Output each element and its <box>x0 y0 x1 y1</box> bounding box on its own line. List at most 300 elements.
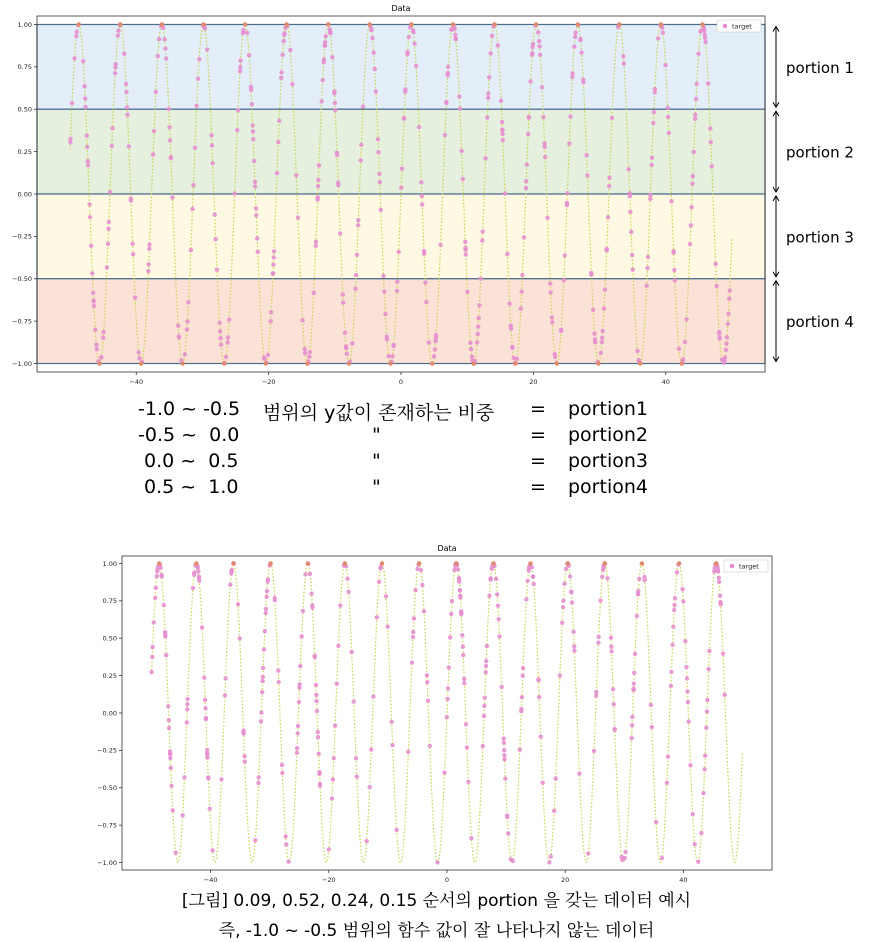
data-point <box>480 229 484 233</box>
data-point <box>703 40 707 44</box>
data-point <box>261 666 265 670</box>
data-point <box>194 561 198 565</box>
data-point <box>540 780 544 784</box>
data-point <box>300 318 304 322</box>
data-point <box>378 180 382 184</box>
data-point <box>400 166 404 170</box>
data-point <box>265 589 269 593</box>
data-point <box>186 300 190 304</box>
data-point <box>353 286 357 290</box>
data-point <box>364 839 368 843</box>
data-point <box>116 29 120 33</box>
data-point <box>576 22 580 26</box>
data-point <box>673 278 677 282</box>
data-point <box>190 207 194 211</box>
y-tick-label: −1.00 <box>12 359 32 368</box>
x-tick-label: 40 <box>679 876 688 884</box>
ditto-mark: " <box>372 424 381 446</box>
data-point <box>605 247 609 251</box>
data-point <box>149 670 153 674</box>
data-point <box>509 326 513 330</box>
data-point <box>475 340 479 344</box>
bottom-chart-svg <box>0 538 873 884</box>
data-point <box>276 680 280 684</box>
data-point <box>316 178 320 182</box>
data-point <box>465 290 469 294</box>
data-point <box>432 354 436 358</box>
data-point <box>264 595 268 599</box>
data-point <box>176 324 180 328</box>
data-point <box>162 603 166 607</box>
data-point <box>485 644 489 648</box>
data-point <box>671 250 675 254</box>
data-point <box>705 698 709 702</box>
data-point <box>623 850 627 854</box>
data-point <box>301 609 305 613</box>
legend-label: target <box>739 562 759 571</box>
data-point <box>476 332 480 336</box>
data-point <box>151 152 155 156</box>
data-point <box>308 572 312 576</box>
data-point <box>688 242 692 246</box>
data-point <box>352 699 356 703</box>
data-point <box>81 59 85 63</box>
data-point <box>163 634 167 638</box>
portion-annotation: portion 4 <box>786 313 854 332</box>
data-point <box>500 132 504 136</box>
data-point <box>469 347 473 351</box>
data-point <box>572 44 576 48</box>
data-point <box>600 340 604 344</box>
data-point <box>672 603 676 607</box>
data-point <box>692 150 696 154</box>
data-point <box>328 30 332 34</box>
data-point <box>724 348 728 352</box>
data-point <box>612 702 616 706</box>
data-point <box>209 133 213 137</box>
data-point <box>70 101 74 105</box>
data-point <box>236 602 240 606</box>
data-point <box>631 688 635 692</box>
data-point <box>343 331 347 335</box>
data-point <box>182 775 186 779</box>
data-point <box>677 347 681 351</box>
data-point <box>333 108 337 112</box>
data-point <box>251 137 255 141</box>
data-point <box>420 194 424 198</box>
data-point <box>673 596 677 600</box>
data-point <box>503 777 507 781</box>
data-point <box>538 52 542 56</box>
data-point <box>500 120 504 124</box>
data-point <box>502 748 506 752</box>
data-point <box>125 105 129 109</box>
data-point <box>288 48 292 52</box>
data-point <box>520 695 524 699</box>
data-point <box>223 676 227 680</box>
data-point <box>600 336 604 340</box>
data-point <box>693 113 697 117</box>
data-point <box>605 576 609 580</box>
data-point <box>683 340 687 344</box>
data-point <box>596 640 600 644</box>
data-point <box>479 277 483 281</box>
data-point <box>252 159 256 163</box>
data-point <box>277 119 281 123</box>
data-point <box>185 327 189 331</box>
data-point <box>427 340 431 344</box>
data-point <box>524 597 528 601</box>
data-point <box>414 64 418 68</box>
data-point <box>573 35 577 39</box>
data-point <box>168 138 172 142</box>
portion-annotation: portion 1 <box>786 58 854 77</box>
data-point <box>448 635 452 639</box>
bottom-chart <box>0 538 873 884</box>
data-point <box>238 69 242 73</box>
data-point <box>273 598 277 602</box>
data-point <box>721 651 725 655</box>
data-point <box>82 84 86 88</box>
data-point <box>122 52 126 56</box>
data-point <box>635 614 639 618</box>
data-point <box>147 242 151 246</box>
data-point <box>410 660 414 664</box>
data-point <box>497 634 501 638</box>
data-point <box>717 336 721 340</box>
data-point <box>411 630 415 634</box>
data-point <box>280 53 284 57</box>
data-point <box>701 791 705 795</box>
data-point <box>458 594 462 598</box>
data-point <box>660 856 664 860</box>
data-point <box>359 158 363 162</box>
y-tick-label: 0.00 <box>17 190 32 199</box>
data-point <box>502 757 506 761</box>
data-point <box>426 699 430 703</box>
x-tick-label: −20 <box>321 876 336 884</box>
equals-sign: = <box>530 424 546 446</box>
data-point <box>543 155 547 159</box>
data-point <box>584 153 588 157</box>
data-point <box>384 594 388 598</box>
data-point <box>185 319 189 323</box>
data-point <box>631 267 635 271</box>
data-point <box>205 47 209 51</box>
data-point <box>354 756 358 760</box>
equals-sign: = <box>530 476 546 498</box>
data-point <box>397 250 401 254</box>
equals-sign: = <box>530 398 546 420</box>
data-point <box>315 709 319 713</box>
data-point <box>382 289 386 293</box>
data-point <box>445 715 449 719</box>
y-tick-label: 0.75 <box>17 63 32 72</box>
data-point <box>630 253 634 257</box>
data-point <box>447 665 451 669</box>
data-point <box>717 576 721 580</box>
data-point <box>136 350 140 354</box>
data-point <box>279 70 283 74</box>
data-point <box>412 616 416 620</box>
data-point <box>133 295 137 299</box>
data-point <box>257 775 261 779</box>
data-point <box>316 184 320 188</box>
data-point <box>355 774 359 778</box>
data-point <box>659 22 663 26</box>
y-tick-label: 0.50 <box>17 105 32 114</box>
data-point <box>627 191 631 195</box>
y-tick-label: 1.00 <box>17 20 32 29</box>
data-point <box>411 30 415 34</box>
chart-title: Data <box>391 4 411 13</box>
data-point <box>679 361 683 365</box>
data-point <box>502 741 506 745</box>
data-point <box>113 65 117 69</box>
data-point <box>561 599 565 603</box>
data-point <box>185 720 189 724</box>
data-point <box>330 55 334 59</box>
data-point <box>106 227 110 231</box>
data-point <box>709 140 713 144</box>
data-point <box>727 288 731 292</box>
data-point <box>338 603 342 607</box>
data-point <box>484 659 488 663</box>
data-point <box>578 38 582 42</box>
data-point <box>266 353 270 357</box>
data-point <box>197 57 201 61</box>
data-point <box>581 77 585 81</box>
data-point <box>154 90 158 94</box>
data-point <box>376 137 380 141</box>
y-tick-label: 0.25 <box>102 671 117 680</box>
data-point <box>685 689 689 693</box>
data-point <box>208 807 212 811</box>
data-point <box>565 191 569 195</box>
data-point <box>68 140 72 144</box>
data-point <box>124 82 128 86</box>
data-point <box>677 561 681 565</box>
data-point <box>685 676 689 680</box>
data-point <box>525 162 529 166</box>
data-point <box>268 319 272 323</box>
data-point <box>127 144 131 148</box>
y-tick-label: −0.25 <box>97 746 117 755</box>
data-point <box>99 355 103 359</box>
data-point <box>355 253 359 257</box>
y-tick-label: −0.50 <box>12 275 32 284</box>
data-point <box>596 361 600 365</box>
data-point <box>553 352 557 356</box>
data-point <box>485 115 489 119</box>
data-point <box>332 91 336 95</box>
definition-row <box>0 424 873 450</box>
data-point <box>281 39 285 43</box>
data-point <box>266 579 270 583</box>
data-point <box>232 191 236 195</box>
data-point <box>215 267 219 271</box>
data-point <box>238 58 242 62</box>
data-point <box>460 633 464 637</box>
data-point <box>519 289 523 293</box>
data-point <box>586 851 590 855</box>
data-point <box>306 561 310 565</box>
data-point <box>463 240 467 244</box>
data-point <box>157 37 161 41</box>
data-point <box>649 703 653 707</box>
data-point <box>610 116 614 120</box>
data-point <box>253 180 257 184</box>
data-point <box>262 356 266 360</box>
data-point <box>256 781 260 785</box>
y-tick-label: −0.50 <box>97 784 117 793</box>
data-point <box>454 561 458 565</box>
data-point <box>477 316 481 320</box>
data-point <box>496 43 500 47</box>
data-point <box>600 575 604 579</box>
data-point <box>303 572 307 576</box>
data-point <box>649 163 653 167</box>
data-point <box>377 172 381 176</box>
data-point <box>407 35 411 39</box>
data-point <box>552 809 556 813</box>
portion-annotation: portion 3 <box>786 228 854 247</box>
data-point <box>484 664 488 668</box>
data-point <box>254 206 258 210</box>
definition-row <box>0 450 873 476</box>
data-point <box>548 281 552 285</box>
data-point <box>603 561 607 565</box>
data-point <box>310 603 314 607</box>
data-point <box>528 561 532 565</box>
data-point <box>373 67 377 71</box>
data-point <box>461 177 465 181</box>
data-point <box>238 636 242 640</box>
range-text: 0.5 ~ 1.0 <box>138 476 239 498</box>
data-point <box>545 216 549 220</box>
data-point <box>519 709 523 713</box>
data-point <box>667 131 671 135</box>
portion-band <box>37 24 765 109</box>
data-point <box>536 677 540 681</box>
data-point <box>314 693 318 697</box>
data-point <box>627 167 631 171</box>
data-point <box>531 575 535 579</box>
data-point <box>696 859 700 863</box>
data-point <box>591 308 595 312</box>
figure-caption-line2: 즉, -1.0 ~ -0.5 범위의 함수 값이 잘 나타나지 않는 데이터 <box>218 921 655 941</box>
data-point <box>688 763 692 767</box>
data-point <box>477 303 481 307</box>
data-point <box>593 337 597 341</box>
data-point <box>218 336 222 340</box>
data-point <box>314 683 318 687</box>
data-point <box>203 698 207 702</box>
data-point <box>86 163 90 167</box>
data-point <box>613 727 617 731</box>
data-point <box>152 129 156 133</box>
data-point <box>638 361 642 365</box>
data-point <box>531 582 535 586</box>
data-point <box>309 591 313 595</box>
data-point <box>472 361 476 365</box>
data-point <box>425 680 429 684</box>
data-point <box>242 754 246 758</box>
data-point <box>443 133 447 137</box>
data-point <box>606 215 610 219</box>
data-point <box>152 620 156 624</box>
legend-marker <box>723 24 728 29</box>
data-point <box>570 600 574 604</box>
data-point <box>164 56 168 60</box>
data-point <box>280 771 284 775</box>
data-point <box>694 97 698 101</box>
data-point <box>663 63 667 67</box>
data-point <box>390 743 394 747</box>
data-point <box>250 102 254 106</box>
data-point <box>345 577 349 581</box>
legend-label: target <box>732 22 752 31</box>
data-point <box>550 315 554 319</box>
data-point <box>344 344 348 348</box>
data-point <box>524 186 528 190</box>
data-point <box>210 161 214 165</box>
data-point <box>389 720 393 724</box>
data-point <box>255 236 259 240</box>
x-tick-label: −40 <box>129 378 144 386</box>
data-point <box>648 197 652 201</box>
y-tick-label: −0.25 <box>12 232 32 241</box>
data-point <box>536 30 540 34</box>
data-point <box>499 99 503 103</box>
data-point <box>296 215 300 219</box>
data-point <box>442 770 446 774</box>
data-point <box>338 231 342 235</box>
data-point <box>150 655 154 659</box>
data-point <box>541 115 545 119</box>
data-point <box>617 22 621 26</box>
data-point <box>116 33 120 37</box>
data-point <box>298 664 302 668</box>
data-point <box>670 643 674 647</box>
data-point <box>496 617 500 621</box>
data-point <box>717 330 721 334</box>
data-point <box>702 767 706 771</box>
data-point <box>710 164 714 168</box>
data-point <box>343 561 347 565</box>
data-point <box>691 174 695 178</box>
data-point <box>428 744 432 748</box>
data-point <box>83 105 87 109</box>
data-point <box>480 238 484 242</box>
data-point <box>466 780 470 784</box>
data-point <box>94 343 98 347</box>
data-point <box>327 847 331 851</box>
data-point <box>276 140 280 144</box>
data-point <box>75 30 79 34</box>
data-point <box>706 667 710 671</box>
data-point <box>527 115 531 119</box>
portion-annotation: portion 2 <box>786 143 854 162</box>
data-point <box>691 812 695 816</box>
data-point <box>388 361 392 365</box>
data-point <box>196 77 200 81</box>
data-point <box>592 749 596 753</box>
data-point <box>476 324 480 328</box>
data-point <box>139 361 143 365</box>
data-point <box>495 592 499 596</box>
data-point <box>385 335 389 339</box>
